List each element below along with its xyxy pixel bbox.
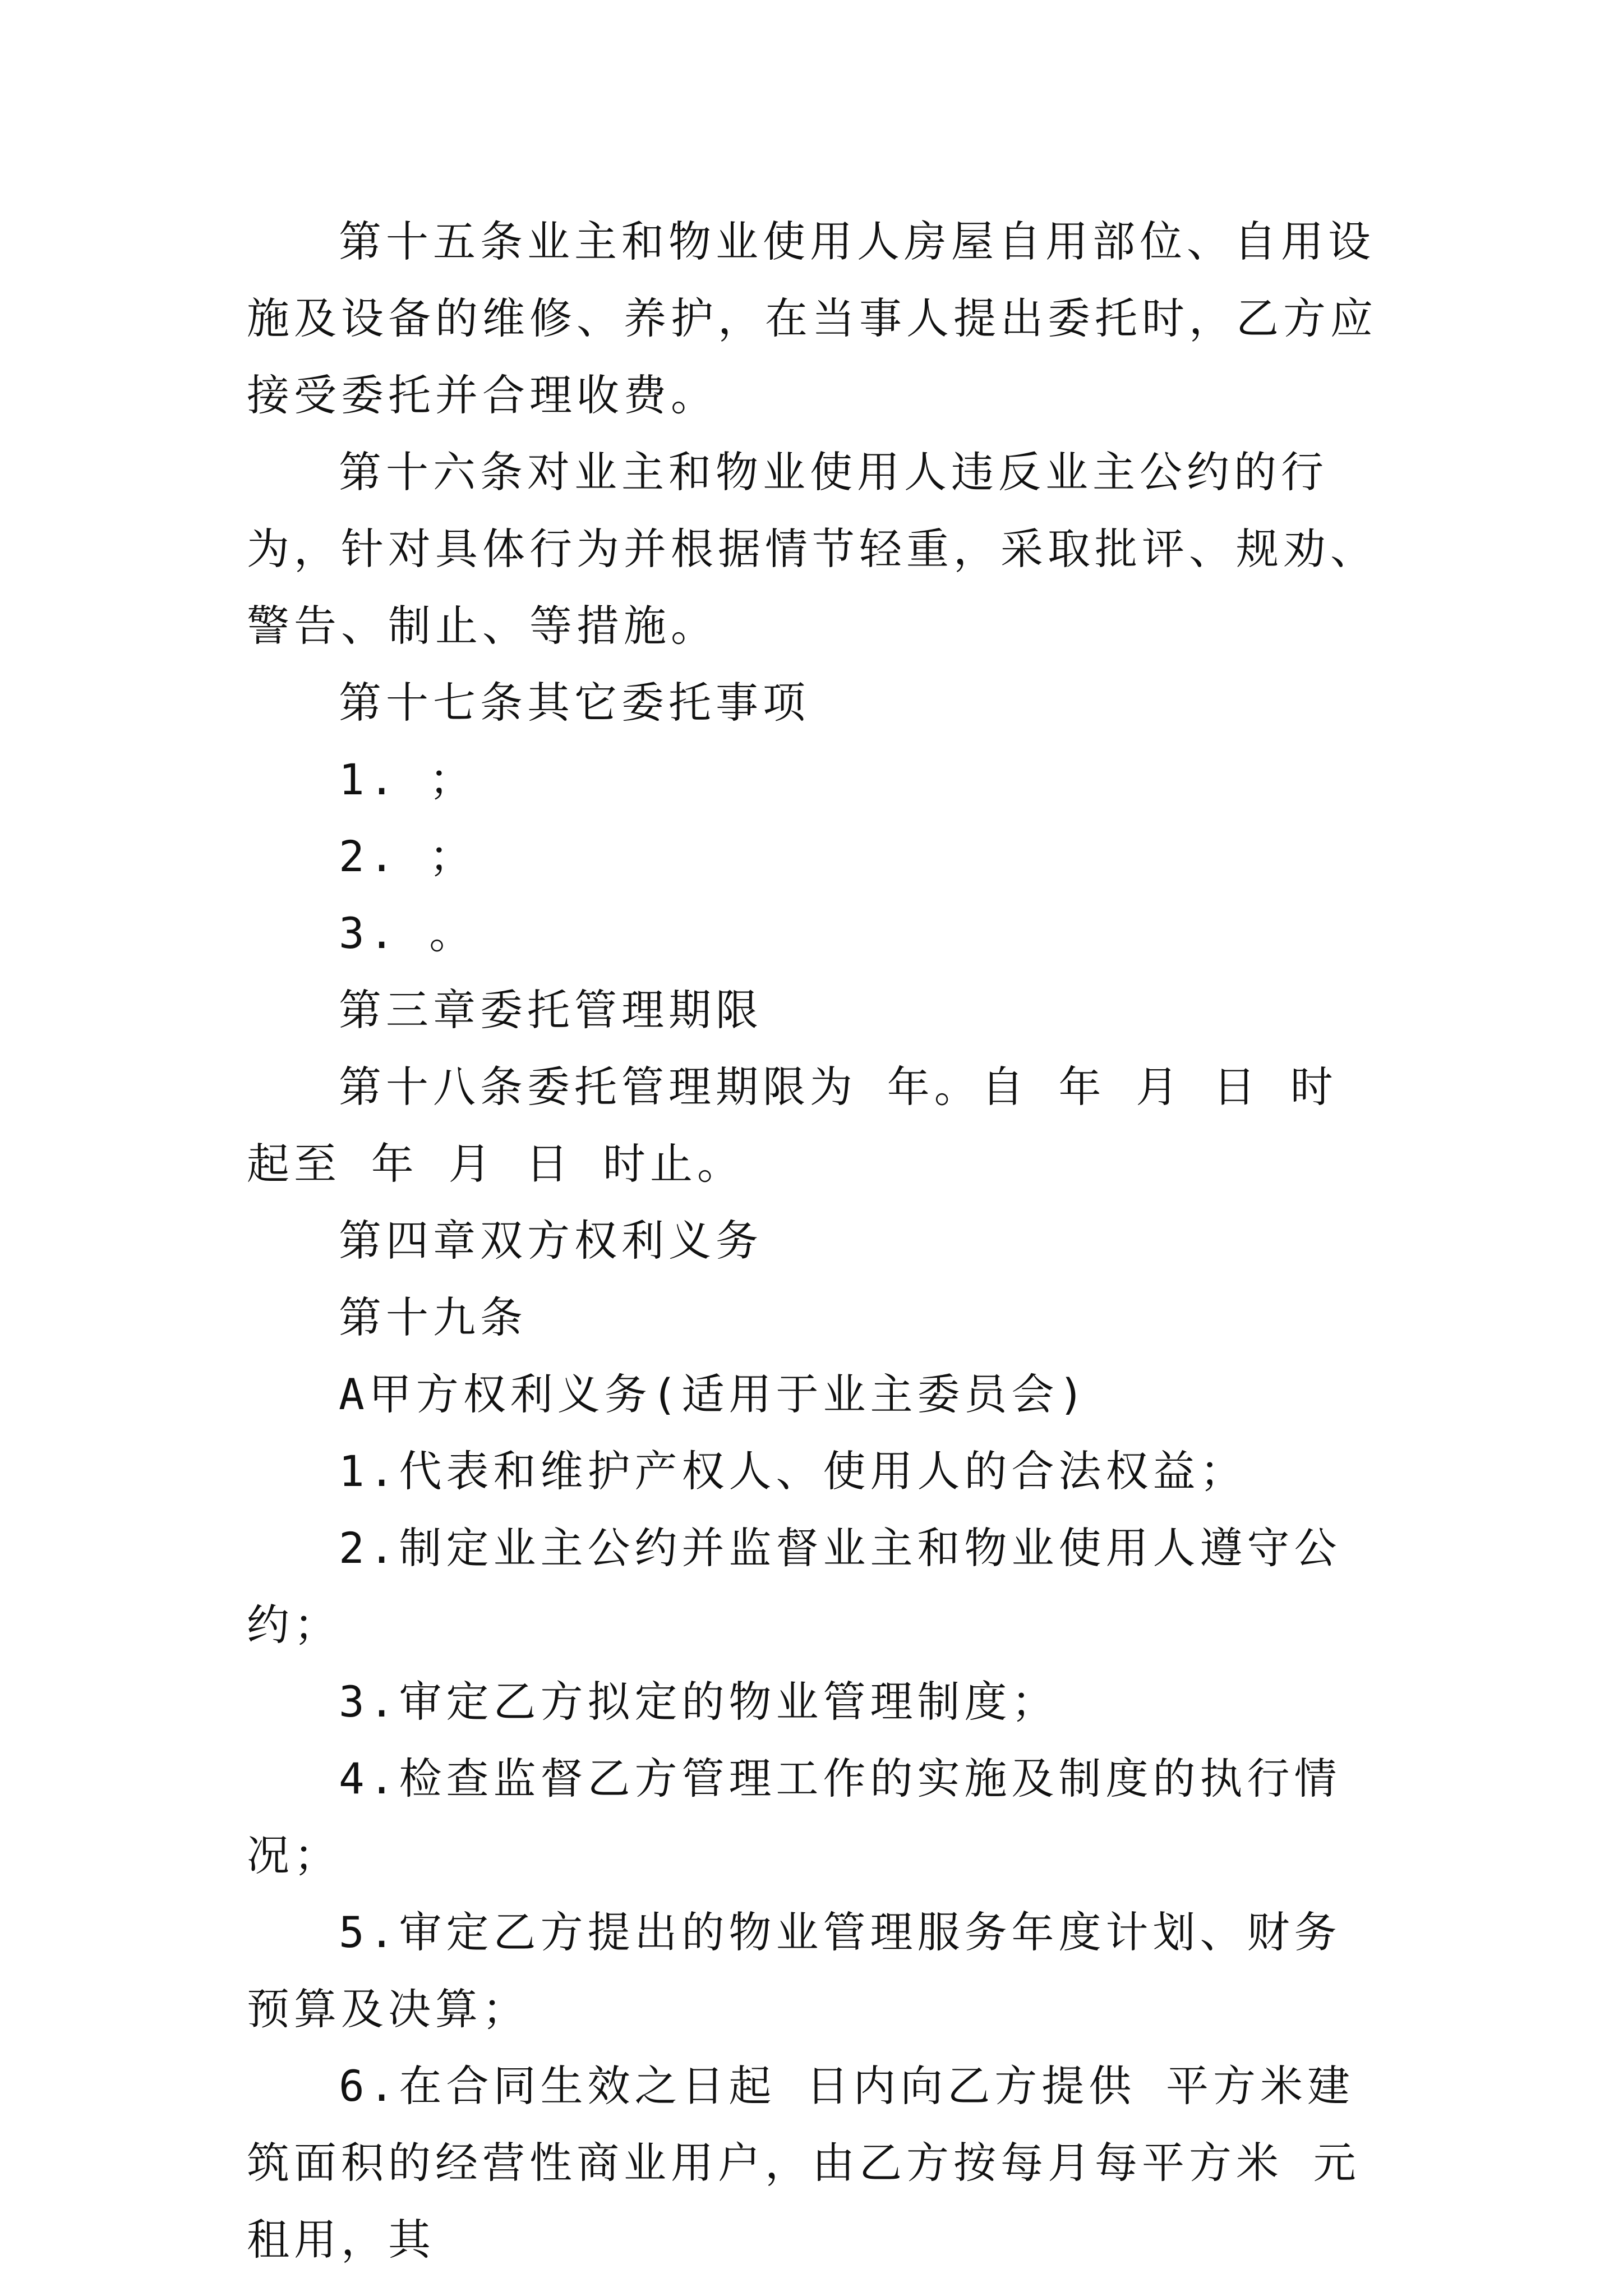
list-item: 4.检查监督乙方管理工作的实施及制度的执行情况； [247, 1754, 1341, 1880]
article-17-heading: 第十七条其它委托事项 [339, 678, 810, 728]
chapter-3-heading: 第三章委托管理期限 [339, 985, 763, 1035]
list-item: 6.在合同生效之日起 日内向乙方提供 平方米建筑面积的经营性商业用户，由乙方按每月每平方米 元租用，其 [247, 2061, 1361, 2265]
list-item: 1.代表和维护产权人、使用人的合法权益； [339, 1446, 1247, 1496]
list-item: 1. ； [339, 754, 477, 804]
article-18: 第十八条委托管理期限为 年。自 年 月 日 时起至 年 月 日 时止。 [247, 1062, 1338, 1189]
party-a-heading: A甲方权利义务(适用于业主委员会) [339, 1369, 1089, 1419]
list-item: 3. 。 [339, 908, 477, 958]
document-body [247, 203, 1380, 2278]
list-item: 5.审定乙方提出的物业管理服务年度计划、财务预算及决算； [247, 1907, 1341, 2034]
article-15: 第十五条业主和物业使用人房屋自用部位、自用设施及设备的维修、养护，在当事人提出委托时，乙方应接受委托并合理收费。 [247, 217, 1377, 420]
list-item: 3.审定乙方拟定的物业管理制度； [339, 1677, 1059, 1727]
list-item: 2. ； [339, 831, 477, 881]
article-19-heading: 第十九条 [339, 1292, 527, 1342]
list-item: 2.制定业主公约并监督业主和物业使用人遵守公约； [247, 1523, 1341, 1650]
article-16: 第十六条对业主和物业使用人违反业主公约的行为，针对具体行为并根据情节轻重，采取批评、规劝、警告、制止、等措施。 [247, 447, 1377, 651]
chapter-4-heading: 第四章双方权利义务 [339, 1216, 763, 1266]
